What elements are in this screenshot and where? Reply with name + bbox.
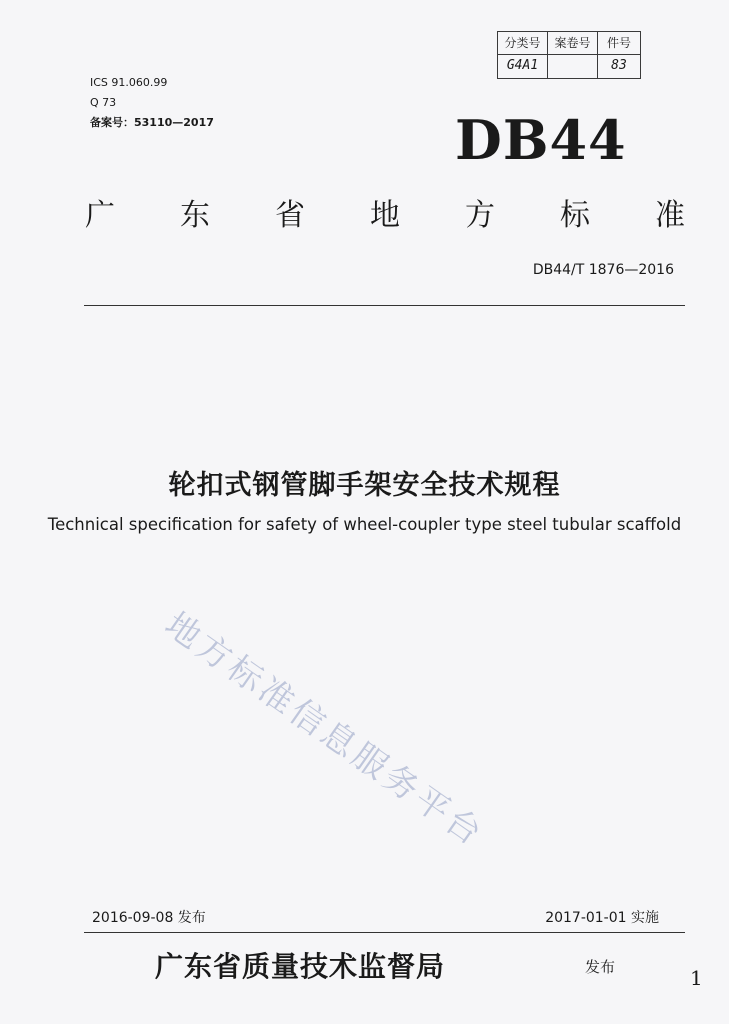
- archive-stamp: [497, 31, 641, 79]
- publish-label: 发布: [585, 958, 616, 976]
- title-char: 省: [275, 198, 305, 233]
- footer-divider: [84, 932, 685, 933]
- title-char: 方: [465, 198, 495, 233]
- publisher: 广东省质量技术监督局: [155, 950, 446, 983]
- effective-date: 2017-01-01 实施: [545, 910, 659, 926]
- stamp-value-file: [548, 55, 598, 78]
- record-number: 备案号：53110—2017: [90, 116, 214, 129]
- title-char: 地: [370, 198, 400, 233]
- chinese-title: 轮扣式钢管脚手架安全技术规程: [168, 470, 561, 501]
- header-divider: [84, 305, 685, 306]
- issue-date: 2016-09-08 发布: [92, 910, 206, 926]
- title-char: 标: [560, 198, 590, 233]
- watermark: 地方标准信息服务平台: [157, 604, 492, 856]
- english-title: Technical specification for safety of wheel-coupler type steel tubular scaffold: [47, 515, 682, 534]
- ics-code: ICS 91.060.99: [90, 76, 168, 89]
- title-char: 东: [180, 198, 210, 233]
- title-char: 准: [655, 198, 685, 233]
- title-char: 广: [85, 198, 115, 233]
- page-number: 1: [690, 966, 703, 990]
- stamp-header-category: 分类号: [498, 32, 548, 55]
- stamp-header-file: 案卷号: [548, 32, 598, 55]
- stamp-header-item: 件号: [598, 32, 640, 55]
- province-standard-title: [85, 190, 685, 234]
- ccs-code: Q 73: [90, 96, 117, 109]
- standard-number: DB44/T 1876—2016: [532, 262, 674, 278]
- stamp-value-category: G4A1: [498, 55, 548, 78]
- standard-code-logo: DB44: [455, 108, 627, 172]
- stamp-value-item: 83: [611, 58, 627, 73]
